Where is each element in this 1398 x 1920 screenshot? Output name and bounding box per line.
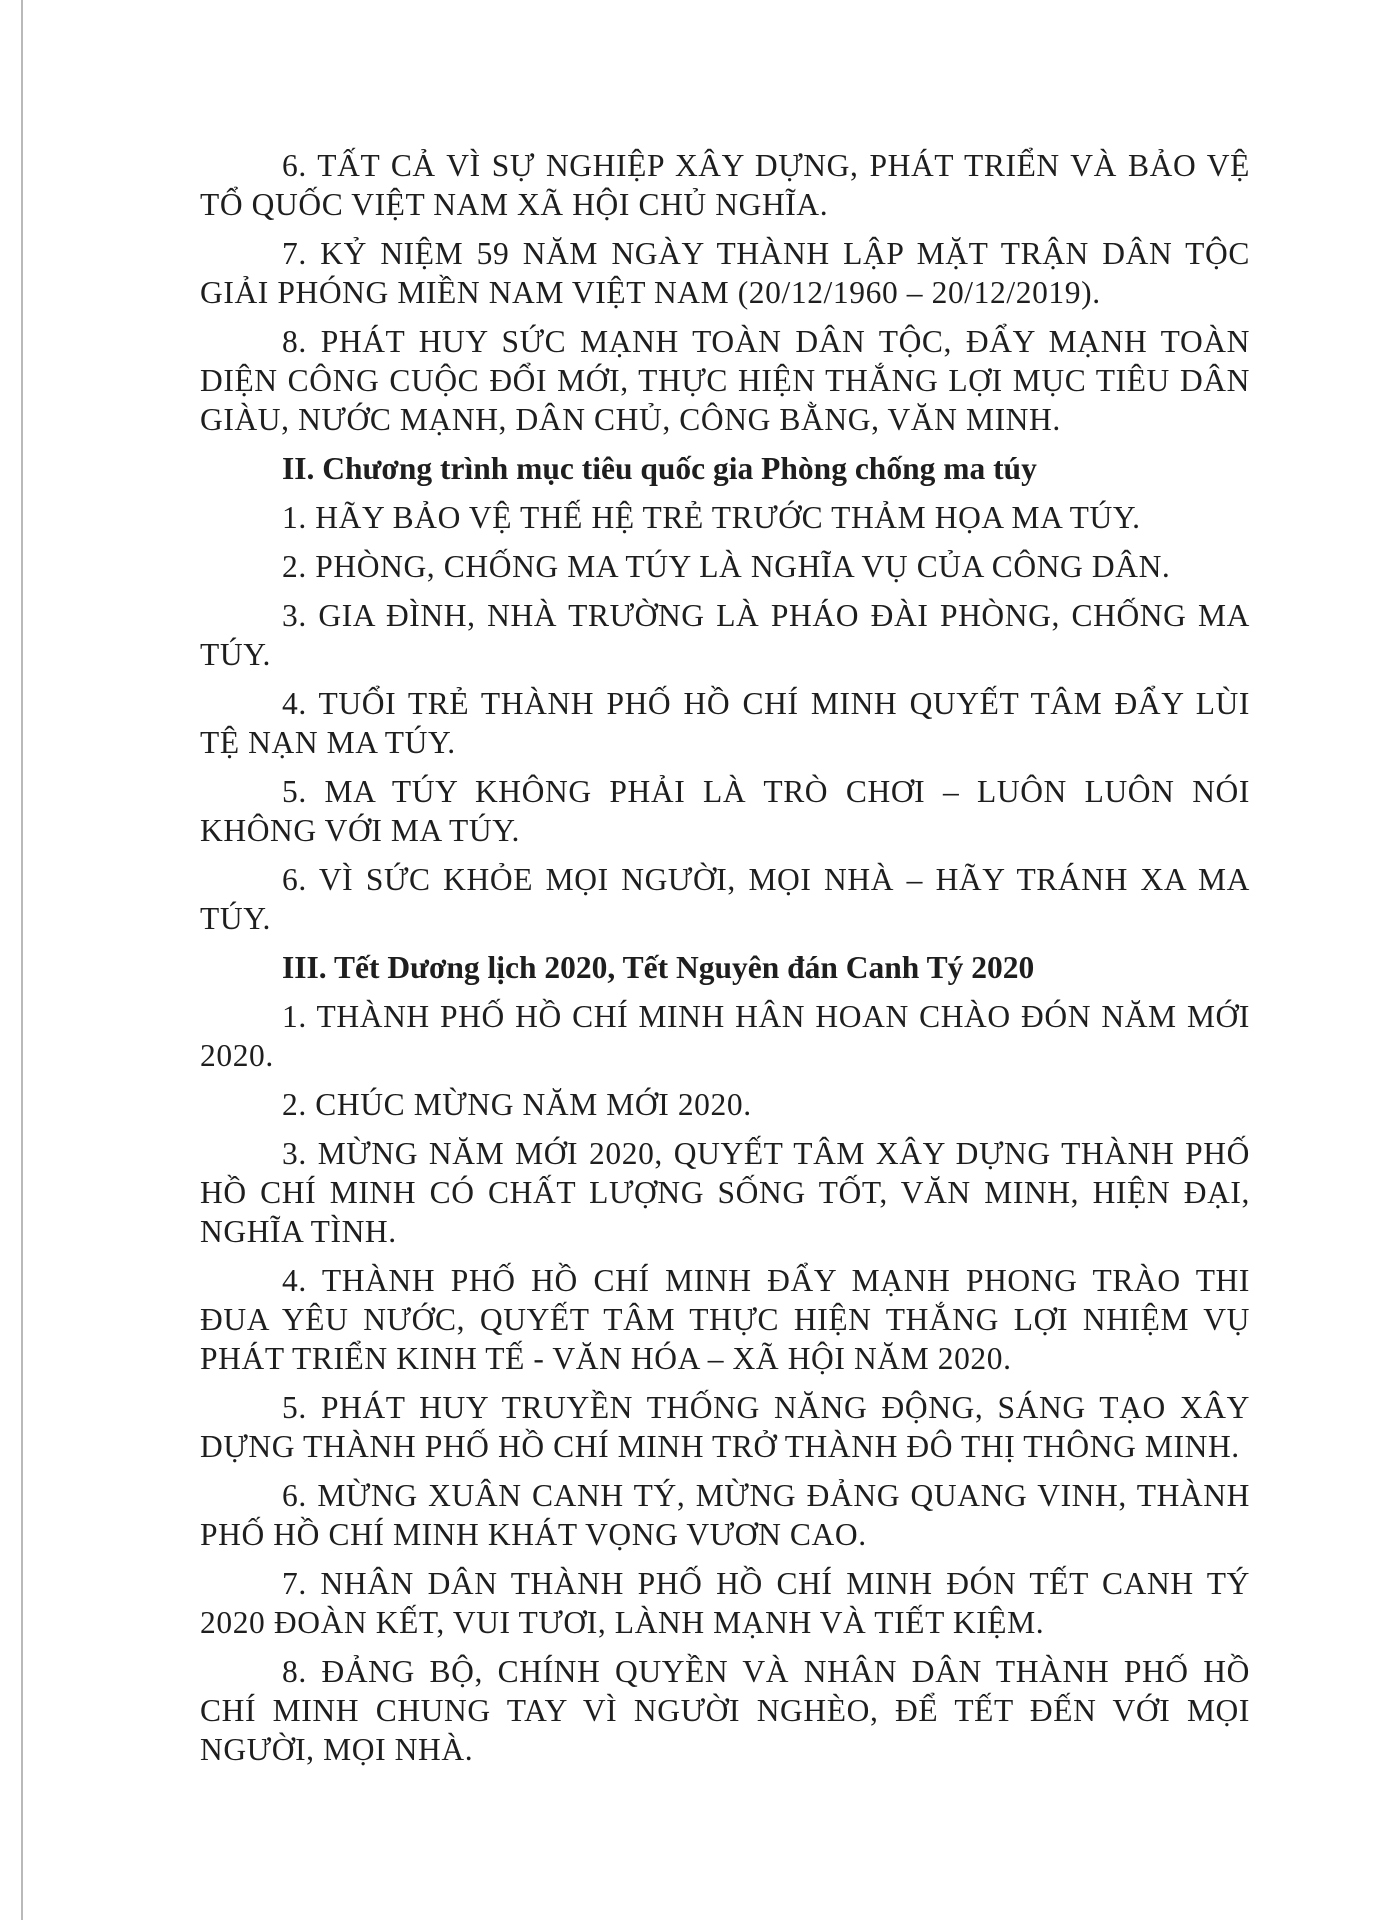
slogan-ii-6: 6. VÌ SỨC KHỎE MỌI NGƯỜI, MỌI NHÀ – HÃY TRÁNH XA MA TÚY. — [200, 862, 1250, 936]
slogan-iii-2: 2. CHÚC MỪNG NĂM MỚI 2020. — [282, 1087, 752, 1122]
slogan-iii-7: 7. NHÂN DÂN THÀNH PHỐ HỒ CHÍ MINH ĐÓN TẾT CANH TÝ 2020 ĐOÀN KẾT, VUI TƯƠI, LÀNH MẠNH VÀ TIẾT KIỆM. — [200, 1566, 1250, 1640]
slogan-ii-2: 2. PHÒNG, CHỐNG MA TÚY LÀ NGHĨA VỤ CỦA CÔNG DÂN. — [282, 549, 1171, 584]
scan-page-edge — [21, 0, 23, 1920]
slogan-iii-1: 1. THÀNH PHỐ HỒ CHÍ MINH HÂN HOAN CHÀO ĐÓN NĂM MỚI 2020. — [200, 999, 1250, 1073]
slogan-iii-5: 5. PHÁT HUY TRUYỀN THỐNG NĂNG ĐỘNG, SÁNG TẠO XÂY DỰNG THÀNH PHỐ HỒ CHÍ MINH TRỞ THÀNH ĐÔ THỊ THÔNG MINH. — [200, 1390, 1250, 1464]
slogan-iii-8: 8. ĐẢNG BỘ, CHÍNH QUYỀN VÀ NHÂN DÂN THÀNH PHỐ HỒ CHÍ MINH CHUNG TAY VÌ NGƯỜI NGHÈO, ĐỂ TẾT ĐẾN VỚI MỌI NGƯỜI, MỌI NHÀ. — [200, 1654, 1250, 1767]
slogan-ii-4: 4. TUỔI TRẺ THÀNH PHỐ HỒ CHÍ MINH QUYẾT TÂM ĐẨY LÙI TỆ NẠN MA TÚY. — [200, 686, 1250, 760]
section-iii-heading: III. Tết Dương lịch 2020, Tết Nguyên đán Canh Tý 2020 — [282, 950, 1035, 985]
slogan-ii-3: 3. GIA ĐÌNH, NHÀ TRƯỜNG LÀ PHÁO ĐÀI PHÒNG, CHỐNG MA TÚY. — [200, 598, 1250, 672]
document-body — [200, 146, 1250, 1779]
slogan-i-7: 7. KỶ NIỆM 59 NĂM NGÀY THÀNH LẬP MẶT TRẬN DÂN TỘC GIẢI PHÓNG MIỀN NAM VIỆT NAM (20/12/1960 – 20/12/2019). — [200, 236, 1250, 310]
slogan-ii-1: 1. HÃY BẢO VỆ THẾ HỆ TRẺ TRƯỚC THẢM HỌA MA TÚY. — [282, 500, 1141, 535]
slogan-iii-4: 4. THÀNH PHỐ HỒ CHÍ MINH ĐẨY MẠNH PHONG TRÀO THI ĐUA YÊU NƯỚC, QUYẾT TÂM THỰC HIỆN THẮNG LỢI NHIỆM VỤ PHÁT TRIỂN KINH TẾ - VĂN HÓA – XÃ HỘI NĂM 2020. — [200, 1263, 1250, 1376]
slogan-ii-5: 5. MA TÚY KHÔNG PHẢI LÀ TRÒ CHƠI – LUÔN LUÔN NÓI KHÔNG VỚI MA TÚY. — [200, 774, 1250, 848]
slogan-iii-6: 6. MỪNG XUÂN CANH TÝ, MỪNG ĐẢNG QUANG VINH, THÀNH PHỐ HỒ CHÍ MINH KHÁT VỌNG VƯƠN CAO. — [200, 1478, 1250, 1552]
section-ii-heading: II. Chương trình mục tiêu quốc gia Phòng chống ma túy — [282, 451, 1037, 486]
slogan-iii-3: 3. MỪNG NĂM MỚI 2020, QUYẾT TÂM XÂY DỰNG THÀNH PHỐ HỒ CHÍ MINH CÓ CHẤT LƯỢNG SỐNG TỐT, VĂN MINH, HIỆN ĐẠI, NGHĨA TÌNH. — [200, 1136, 1250, 1249]
slogan-i-6: 6. TẤT CẢ VÌ SỰ NGHIỆP XÂY DỰNG, PHÁT TRIỂN VÀ BẢO VỆ TỔ QUỐC VIỆT NAM XÃ HỘI CHỦ NGHĨA. — [200, 148, 1250, 222]
slogan-i-8: 8. PHÁT HUY SỨC MẠNH TOÀN DÂN TỘC, ĐẨY MẠNH TOÀN DIỆN CÔNG CUỘC ĐỔI MỚI, THỰC HIỆN THẮNG LỢI MỤC TIÊU DÂN GIÀU, NƯỚC MẠNH, DÂN CHỦ, CÔNG BẰNG, VĂN MINH. — [200, 324, 1250, 437]
